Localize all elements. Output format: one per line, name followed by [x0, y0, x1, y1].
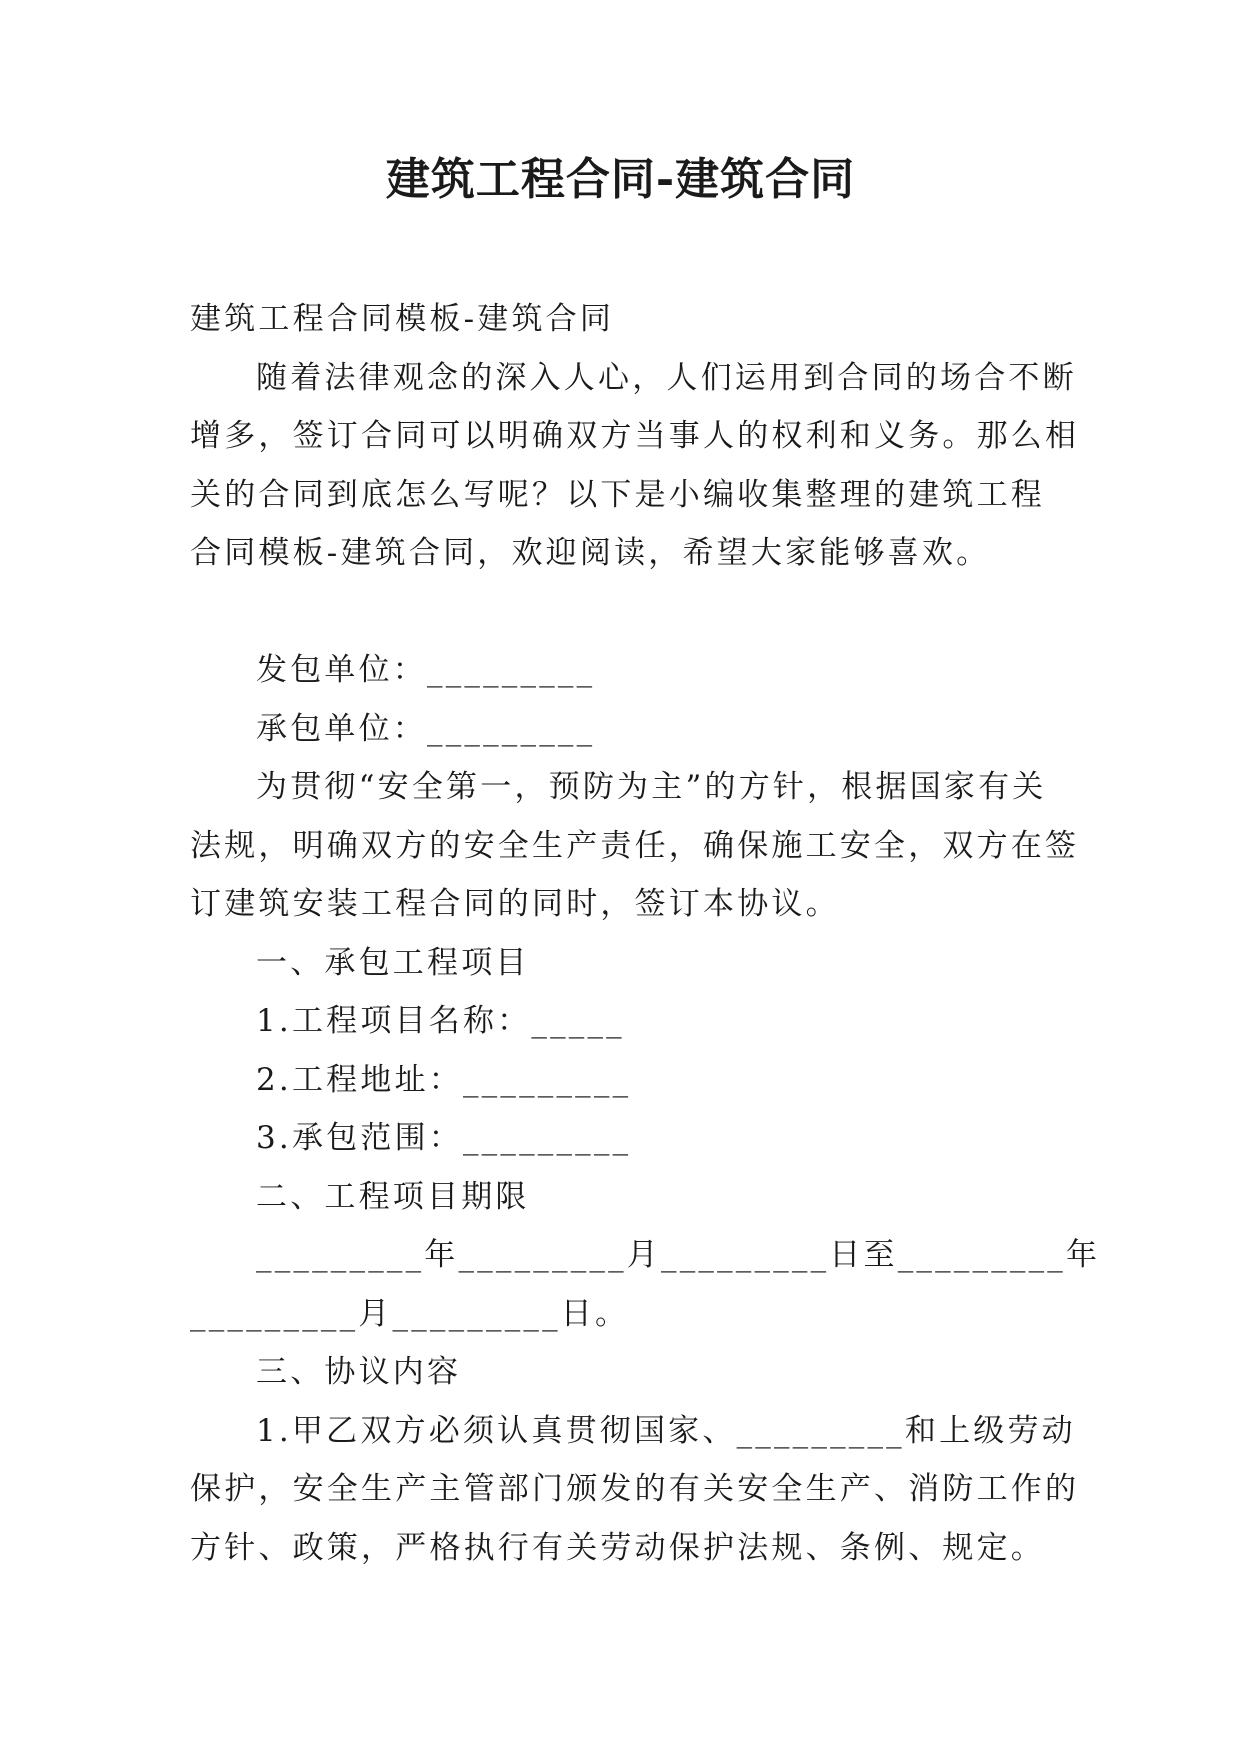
- section3-item-line: 保护，安全生产主管部门颁发的有关安全生产、消防工作的: [190, 1471, 1080, 1507]
- section2-heading: 二、工程项目期限: [256, 1178, 530, 1215]
- section2-line: _________年_________月_________日至_________年: [256, 1237, 1101, 1273]
- section2-line: _________月_________日。: [190, 1295, 630, 1332]
- purpose-line: 订建筑安装工程合同的同时，签订本协议。: [190, 886, 840, 922]
- intro-line: 关的合同到底怎么写呢？以下是小编收集整理的建筑工程: [190, 476, 1045, 513]
- intro-line: 增多，签订合同可以明确双方当事人的权利和义务。那么相: [190, 418, 1080, 454]
- section3-heading: 三、协议内容: [256, 1354, 462, 1390]
- purpose-line: 法规，明确双方的安全生产责任，确保施工安全，双方在签: [190, 827, 1080, 864]
- purpose-line: 为贯彻“安全第一，预防为主”的方针，根据国家有关: [256, 769, 1047, 805]
- document-subtitle: 建筑工程合同模板-建筑合同: [190, 301, 615, 337]
- paragraph-spacer: [190, 583, 1056, 642]
- section1-item: 2.工程地址：_________: [256, 1061, 632, 1098]
- section1-item: 1.工程项目名称：_____: [256, 1003, 625, 1039]
- section1-item: 3.承包范围：_________: [256, 1120, 632, 1156]
- employer-field: 发包单位：_________: [256, 652, 596, 688]
- document-body: [190, 290, 1101, 1577]
- document-title: 建筑工程合同-建筑合同: [385, 154, 856, 205]
- intro-line: 合同模板-建筑合同，欢迎阅读，希望大家能够喜欢。: [190, 535, 991, 571]
- section1-heading: 一、承包工程项目: [256, 944, 530, 981]
- intro-line: 随着法律观念的深入人心，人们运用到合同的场合不断: [256, 359, 1077, 396]
- section3-item-line: 方针、政策，严格执行有关劳动保护法规、条例、规定。: [190, 1529, 1045, 1566]
- contractor-field: 承包单位：_________: [256, 710, 596, 747]
- section3-item-line: 1.甲乙双方必须认真贯彻国家、_________和上级劳动: [256, 1412, 1076, 1449]
